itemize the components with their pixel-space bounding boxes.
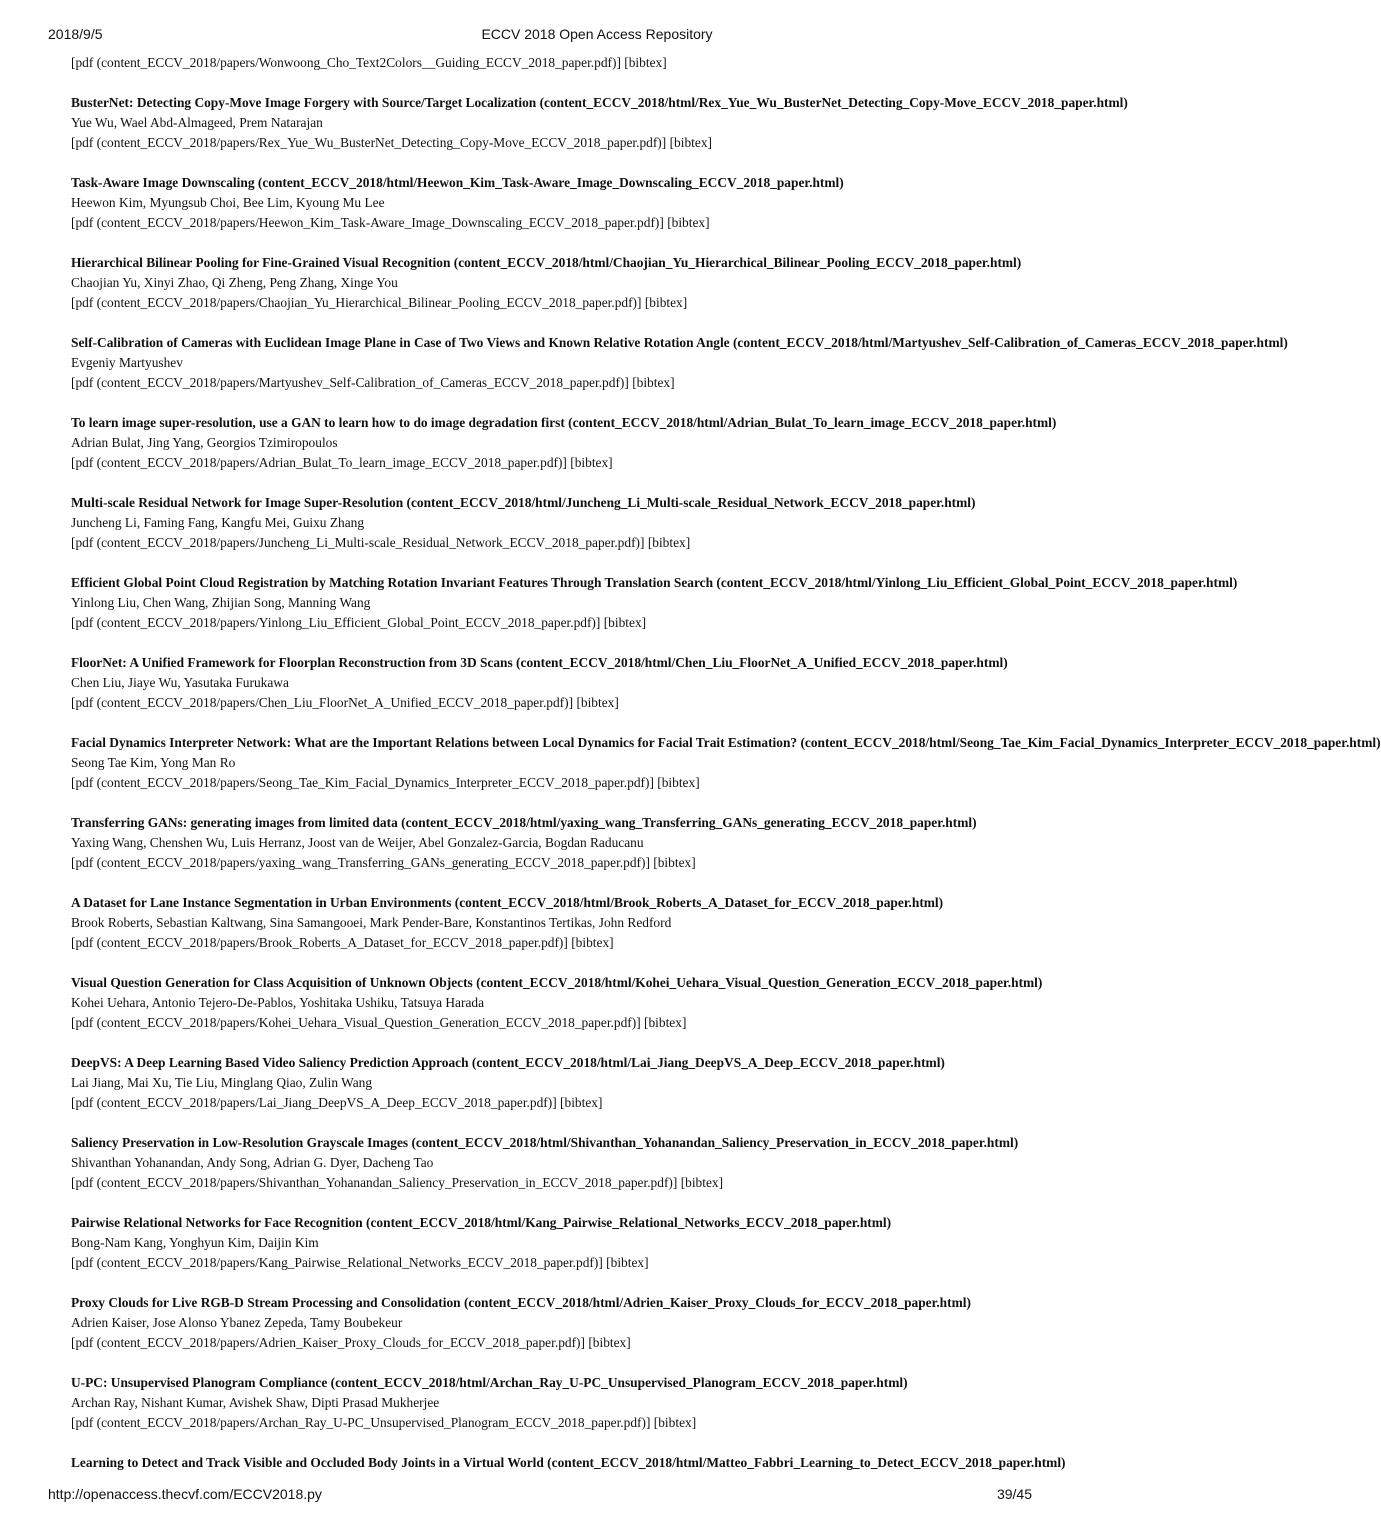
paper-authors: Heewon Kim, Myungsub Choi, Bee Lim, Kyoung Mu Lee (71, 195, 385, 210)
pdf-link[interactable]: [pdf (content_ECCV_2018/papers/Adrian_Bulat_To_learn_image_ECCV_2018_paper.pdf)] (71, 455, 567, 470)
bibtex-link[interactable]: [bibtex] (657, 775, 700, 790)
paper-entry-last (71, 1453, 1066, 1473)
paper-entry (71, 733, 1381, 793)
paper-authors: Yinlong Liu, Chen Wang, Zhijian Song, Manning Wang (71, 595, 371, 610)
bibtex-link[interactable]: [bibtex] (560, 1095, 603, 1110)
bibtex-link[interactable]: [bibtex] (653, 1415, 697, 1430)
pdf-link[interactable]: [pdf (content_ECCV_2018/papers/Yinlong_Liu_Efficient_Global_Point_ECCV_2018_paper.pdf)] (71, 615, 601, 630)
paper-entry (71, 493, 1033, 553)
bibtex-link[interactable]: [bibtex] (647, 535, 691, 550)
paper-entry (71, 973, 1043, 1033)
paper-title-link[interactable]: U-PC: Unsupervised Planogram Compliance (content_ECCV_2018/html/Archan_Ray_U-PC_Unsupervised_Planogram_ECCV_2018_paper.html) (71, 1375, 908, 1390)
paper-title-link[interactable]: BusterNet: Detecting Copy-Move Image Forgery with Source/Target Localization (content_ECCV_2018/html/Rex_Yue_Wu_BusterNet_Detecting_Copy-Move_ECCV_2018_paper.html) (71, 95, 1128, 110)
pdf-link[interactable]: [pdf (content_ECCV_2018/papers/Chen_Liu_FloorNet_A_Unified_ECCV_2018_paper.pdf)] (71, 695, 574, 710)
paper-links (71, 373, 1033, 393)
paper-entry (71, 1373, 1033, 1433)
paper-entry (71, 573, 1238, 633)
print-header (0, 24, 1080, 46)
paper-authors: Chen Liu, Jiaye Wu, Yasutaka Furukawa (71, 675, 289, 690)
bibtex-link[interactable]: [bibtex] (606, 1255, 649, 1270)
pdf-link[interactable]: [pdf (content_ECCV_2018/papers/yaxing_wang_Transferring_GANs_generating_ECCV_2018_paper.pdf)] (71, 855, 650, 870)
pdf-link[interactable]: [pdf (content_ECCV_2018/papers/Wonwoong_Cho_Text2Colors__Guiding_ECCV_2018_paper.pdf)] (71, 55, 621, 70)
paper-links (71, 133, 1033, 153)
paper-authors: Seong Tae Kim, Yong Man Ro (71, 755, 236, 770)
paper-entry (71, 173, 1033, 233)
paper-entry (71, 813, 1033, 873)
paper-links (71, 1173, 1033, 1193)
paper-list (71, 53, 1381, 1473)
pdf-link[interactable]: [pdf (content_ECCV_2018/papers/Rex_Yue_Wu_BusterNet_Detecting_Copy-Move_ECCV_2018_paper.pdf)] (71, 135, 667, 150)
paper-authors: Kohei Uehara, Antonio Tejero-De-Pablos, Yoshitaka Ushiku, Tatsuya Harada (71, 995, 485, 1010)
bibtex-link[interactable]: [bibtex] (632, 375, 675, 390)
paper-entry (71, 253, 1033, 313)
pdf-link[interactable]: [pdf (content_ECCV_2018/papers/Brook_Roberts_A_Dataset_for_ECCV_2018_paper.pdf)] (71, 935, 568, 950)
page-number: 39/45 (996, 1486, 1032, 1502)
pdf-link[interactable]: [pdf (content_ECCV_2018/papers/Shivanthan_Yohanandan_Saliency_Preservation_in_ECCV_2018_paper.pdf)] (71, 1175, 678, 1190)
paper-title-link[interactable]: Self-Calibration of Cameras with Euclidean Image Plane in Case of Two Views and Known Relative Rotation Angle (content_ECCV_2018/html/Martyushev_Self-Calibration_of_Cameras_ECCV_2018_paper.html) (71, 335, 1288, 350)
paper-entry (71, 333, 1288, 393)
paper-authors: Adrien Kaiser, Jose Alonso Ybanez Zepeda, Tamy Boubekeur (71, 1315, 403, 1330)
paper-links (71, 453, 1033, 473)
paper-links (71, 293, 1033, 313)
paper-title-link[interactable]: Facial Dynamics Interpreter Network: What are the Important Relations between Local Dynamics for Facial Trait Estimation? (content_ECCV_2018/html/Seong_Tae_Kim_Facial_Dynamics_Interpreter_ECCV_2018_paper.html) (71, 735, 1381, 750)
bibtex-link[interactable]: [bibtex] (570, 455, 613, 470)
pdf-link[interactable]: [pdf (content_ECCV_2018/papers/Seong_Tae_Kim_Facial_Dynamics_Interpreter_ECCV_2018_paper.pdf)] (71, 775, 654, 790)
paper-title-link[interactable]: Saliency Preservation in Low-Resolution Grayscale Images (content_ECCV_2018/html/Shivanthan_Yohanandan_Saliency_Preservation_in_ECCV_2018_paper.html) (71, 1135, 1019, 1150)
paper-links (71, 213, 1033, 233)
paper-entry (71, 1213, 1033, 1273)
paper-entry (71, 1053, 1033, 1113)
bibtex-link[interactable]: [bibtex] (653, 855, 696, 870)
paper-title-link[interactable]: Learning to Detect and Track Visible and Occluded Body Joints in a Virtual World (content_ECCV_2018/html/Matteo_Fabbri_Learning_to_Detect_ECCV_2018_paper.html) (71, 1455, 1066, 1470)
first-links-line (71, 53, 1033, 73)
paper-links (71, 1333, 1033, 1353)
paper-authors: Archan Ray, Nishant Kumar, Avishek Shaw, Dipti Prasad Mukherjee (71, 1395, 440, 1410)
paper-links (71, 853, 1033, 873)
paper-authors: Lai Jiang, Mai Xu, Tie Liu, Minglang Qiao, Zulin Wang (71, 1075, 373, 1090)
paper-authors: Juncheng Li, Faming Fang, Kangfu Mei, Guixu Zhang (71, 515, 365, 530)
paper-title-link[interactable]: Proxy Clouds for Live RGB-D Stream Processing and Consolidation (content_ECCV_2018/html/Adrien_Kaiser_Proxy_Clouds_for_ECCV_2018_paper.html) (71, 1295, 971, 1310)
bibtex-link[interactable]: [bibtex] (624, 55, 667, 70)
paper-links (71, 613, 1033, 633)
paper-entry (71, 413, 1057, 473)
paper-authors: Chaojian Yu, Xinyi Zhao, Qi Zheng, Peng Zhang, Xinge You (71, 275, 398, 290)
paper-title-link[interactable]: A Dataset for Lane Instance Segmentation in Urban Environments (content_ECCV_2018/html/Brook_Roberts_A_Dataset_for_ECCV_2018_paper.html) (71, 895, 944, 910)
paper-title-link[interactable]: To learn image super-resolution, use a GAN to learn how to do image degradation first (content_ECCV_2018/html/Adrian_Bulat_To_learn_image_ECCV_2018_paper.html) (71, 415, 1057, 430)
pdf-link[interactable]: [pdf (content_ECCV_2018/papers/Lai_Jiang_DeepVS_A_Deep_ECCV_2018_paper.pdf)] (71, 1095, 557, 1110)
pdf-link[interactable]: [pdf (content_ECCV_2018/papers/Archan_Ray_U-PC_Unsupervised_Planogram_ECCV_2018_paper.pdf)] (71, 1415, 651, 1430)
bibtex-link[interactable]: [bibtex] (588, 1335, 631, 1350)
bibtex-link[interactable]: [bibtex] (644, 295, 688, 310)
paper-links (71, 693, 1033, 713)
paper-links (71, 1093, 1033, 1113)
paper-links (71, 773, 1033, 793)
bibtex-link[interactable]: [bibtex] (644, 1015, 687, 1030)
paper-entry (71, 93, 1128, 153)
page-title: ECCV 2018 Open Access Repository (481, 26, 713, 42)
paper-authors: Evgeniy Martyushev (71, 355, 183, 370)
paper-entry (71, 653, 1033, 713)
paper-authors: Bong-Nam Kang, Yonghyun Kim, Daijin Kim (71, 1235, 319, 1250)
paper-links (71, 533, 1033, 553)
paper-title-link[interactable]: Visual Question Generation for Class Acquisition of Unknown Objects (content_ECCV_2018/html/Kohei_Uehara_Visual_Question_Generation_ECCV_2018_paper.html) (71, 975, 1043, 990)
bibtex-link[interactable]: [bibtex] (603, 615, 647, 630)
paper-title-link[interactable]: FloorNet: A Unified Framework for Floorplan Reconstruction from 3D Scans (content_ECCV_2018/html/Chen_Liu_FloorNet_A_Unified_ECCV_2018_paper.html) (71, 655, 1008, 670)
pdf-link[interactable]: [pdf (content_ECCV_2018/papers/Juncheng_Li_Multi-scale_Residual_Network_ECCV_2018_paper.pdf)] (71, 535, 645, 550)
bibtex-link[interactable]: [bibtex] (667, 215, 710, 230)
print-date: 2018/9/5 (48, 26, 103, 42)
pdf-link[interactable]: [pdf (content_ECCV_2018/papers/Kohei_Uehara_Visual_Question_Generation_ECCV_2018_paper.pdf)] (71, 1015, 641, 1030)
paper-entry (71, 893, 1033, 953)
paper-entry (71, 1133, 1033, 1193)
paper-title-link[interactable]: Task-Aware Image Downscaling (content_ECCV_2018/html/Heewon_Kim_Task-Aware_Image_Downscaling_ECCV_2018_paper.html) (71, 175, 844, 190)
bibtex-link[interactable]: [bibtex] (669, 135, 712, 150)
paper-entry (71, 1293, 1033, 1353)
pdf-link[interactable]: [pdf (content_ECCV_2018/papers/Kang_Pairwise_Relational_Networks_ECCV_2018_paper.pdf)] (71, 1255, 603, 1270)
print-footer (0, 1484, 1080, 1506)
pdf-link[interactable]: [pdf (content_ECCV_2018/papers/Martyushev_Self-Calibration_of_Cameras_ECCV_2018_paper.pdf)] (71, 375, 629, 390)
paper-title-link[interactable]: Efficient Global Point Cloud Registration by Matching Rotation Invariant Features Through Translation Search (content_ECCV_2018/html/Yinlong_Liu_Efficient_Global_Point_ECCV_2018_paper.html) (71, 575, 1238, 590)
paper-title-link[interactable]: DeepVS: A Deep Learning Based Video Saliency Prediction Approach (content_ECCV_2018/html/Lai_Jiang_DeepVS_A_Deep_ECCV_2018_paper.html) (71, 1055, 945, 1070)
pdf-link[interactable]: [pdf (content_ECCV_2018/papers/Adrien_Kaiser_Proxy_Clouds_for_ECCV_2018_paper.pdf)] (71, 1335, 585, 1350)
paper-authors: Brook Roberts, Sebastian Kaltwang, Sina Samangooei, Mark Pender-Bare, Konstantinos Tertikas, John Redford (71, 915, 672, 930)
pdf-link[interactable]: [pdf (content_ECCV_2018/papers/Heewon_Kim_Task-Aware_Image_Downscaling_ECCV_2018_paper.pdf)] (71, 215, 664, 230)
paper-authors: Shivanthan Yohanandan, Andy Song, Adrian G. Dyer, Dacheng Tao (71, 1155, 434, 1170)
bibtex-link[interactable]: [bibtex] (680, 1175, 724, 1190)
pdf-link[interactable]: [pdf (content_ECCV_2018/papers/Chaojian_Yu_Hierarchical_Bilinear_Pooling_ECCV_2018_paper.pdf)] (71, 295, 642, 310)
paper-title-link[interactable]: Transferring GANs: generating images from limited data (content_ECCV_2018/html/yaxing_wang_Transferring_GANs_generating_ECCV_2018_paper.html) (71, 815, 977, 830)
bibtex-link[interactable]: [bibtex] (571, 935, 614, 950)
bibtex-link[interactable]: [bibtex] (576, 695, 619, 710)
paper-authors: Yaxing Wang, Chenshen Wu, Luis Herranz, Joost van de Weijer, Abel Gonzalez-Garcia, Bogdan Raducanu (71, 835, 644, 850)
paper-links (71, 933, 1033, 953)
paper-links (71, 1253, 1033, 1273)
paper-links (71, 1013, 1033, 1033)
paper-title-link[interactable]: Hierarchical Bilinear Pooling for Fine-Grained Visual Recognition (content_ECCV_2018/html/Chaojian_Yu_Hierarchical_Bilinear_Pooling_ECCV_2018_paper.html) (71, 255, 1022, 270)
paper-title-link[interactable]: Multi-scale Residual Network for Image Super-Resolution (content_ECCV_2018/html/Juncheng_Li_Multi-scale_Residual_Network_ECCV_2018_paper.html) (71, 495, 976, 510)
paper-links (71, 1413, 1033, 1433)
papers-container (71, 93, 1381, 1433)
paper-title-link[interactable]: Pairwise Relational Networks for Face Recognition (content_ECCV_2018/html/Kang_Pairwise_Relational_Networks_ECCV_2018_paper.html) (71, 1215, 892, 1230)
page-url: http://openaccess.thecvf.com/ECCV2018.py (48, 1486, 322, 1502)
paper-authors: Adrian Bulat, Jing Yang, Georgios Tzimiropoulos (71, 435, 338, 450)
paper-authors: Yue Wu, Wael Abd-Almageed, Prem Natarajan (71, 115, 323, 130)
